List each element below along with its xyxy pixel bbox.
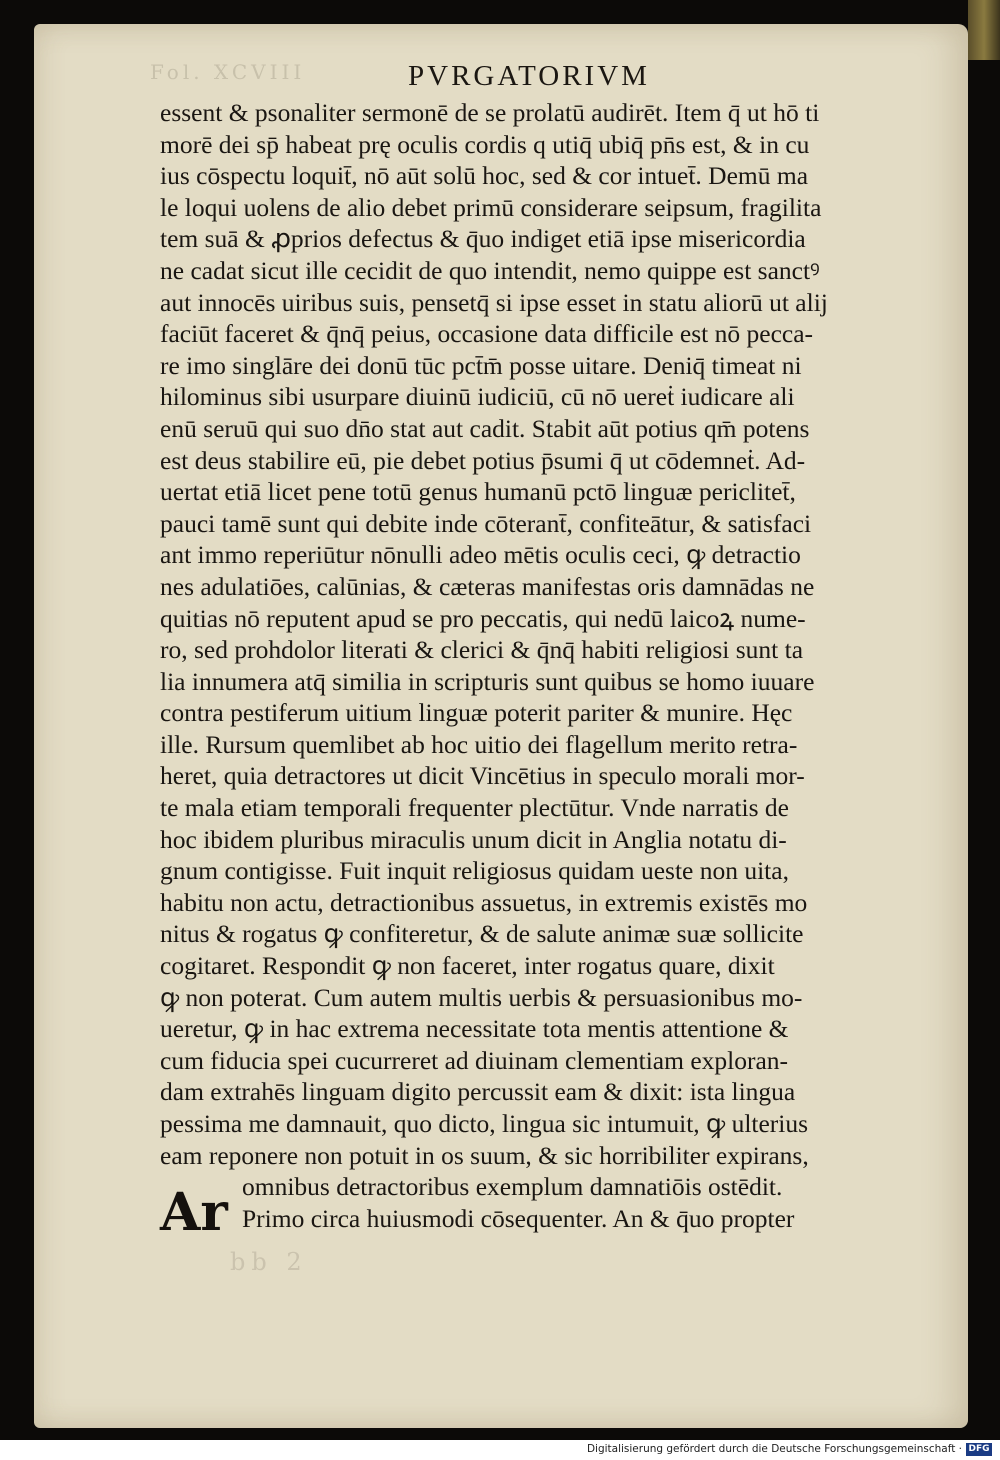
text-line: est deus stabilire eū, pie debet potius p̄sumi q̄ ut cōdemneṫ. Ad- <box>160 445 806 475</box>
text-line: ueretur, ꝙ in hac extrema necessitate tota mentis attentione & <box>160 1014 789 1044</box>
text-block <box>160 97 920 1234</box>
text-line: faciūt faceret & q̄nq̄ peius, occasione data difficile est nō pecca- <box>160 319 814 349</box>
text-line: ius cōspectu loquit̄, nō aūt solū hoc, sed & cor intuet̄. Demū ma <box>160 161 809 191</box>
digitization-footer <box>0 1440 1000 1460</box>
text-line: tem suā & ꝓprios defectus & q̄uo indiget etiā ipse misericordia <box>160 224 806 254</box>
text-line: nes adulatiōes, calūnias, & cæteras manifestas oris damnādas ne <box>160 571 815 601</box>
book-edge <box>968 0 1000 60</box>
text-line: ille. Rursum quemlibet ab hoc uitio dei flagellum merito retra- <box>160 729 798 759</box>
text-line: lia innumera atq̄ similia in scripturis sunt quibus se homo iuuare <box>160 666 815 696</box>
text-line: omnibus detractoribus exemplum damnatiōis ostēdit. <box>242 1172 783 1202</box>
text-line: contra pestiferum uitium linguæ poterit pariter & munire. Hęc <box>160 698 793 728</box>
text-line: aut innocēs uiribus suis, pensetq̄ si ipse esset in statu aliorū ut alij <box>160 287 828 317</box>
text-line: ne cadat sicut ille cecidit de quo intendit, nemo quippe est sanctꝰ <box>160 255 820 285</box>
bleed-through-heading: Fol. XCVIII <box>150 60 306 84</box>
funding-notice: Digitalisierung gefördert durch die Deutsche Forschungsgemeinschaft · <box>586 1443 962 1455</box>
text-line: Primo circa huiusmodi cōsequenter. An & q̄uo propter <box>242 1203 795 1233</box>
text-line: cogitaret. Respondit ꝙ non faceret, inter rogatus quare, dixit <box>160 951 775 981</box>
text-line: te mala etiam temporali frequenter plectūtur. Vnde narratis de <box>160 793 789 823</box>
text-line: dam extrahēs linguam digito percussit eam & dixit: ista lingua <box>160 1077 796 1107</box>
text-line: ant immo reperiūtur nōnulli adeo mētis oculis ceci, ꝙ detractio <box>160 540 801 570</box>
text-line: eam reponere non potuit in os suum, & sic horribiliter expirans, <box>160 1140 809 1170</box>
text-line: heret, quia detractores ut dicit Vincētius in speculo morali mor- <box>160 761 805 791</box>
decorated-initial: Ar <box>160 1182 228 1243</box>
text-line: quitias nō reputent apud se pro peccatis, qui nedū laicoꝝ nume- <box>160 603 806 633</box>
text-line: morē dei sp̄ habeat prę oculis cordis q utiq̄ ubiq̄ pn̄s est, & in cu <box>160 129 810 159</box>
text-line: re imo singlāre dei donū tūc pct̄m̄ posse uitare. Deniq̄ timeat ni <box>160 350 802 380</box>
bleed-through-signature: bb 2 <box>230 1248 308 1276</box>
text-line: ro, sed prohdolor literati & clerici & q̄nq̄ habiti religiosi sunt ta <box>160 635 804 665</box>
text-line: le loqui uolens de alio debet primū considerare seipsum, fragilita <box>160 192 822 222</box>
text-line: enū seruū qui suo dn̄o stat aut cadit. Stabit aūt potius qm̄ potens <box>160 413 810 443</box>
text-line: cum fiducia spei cucurreret ad diuinam clementiam exploran- <box>160 1045 789 1075</box>
text-line: pessima me damnauit, quo dicto, lingua sic intumuit, ꝙ ulterius <box>160 1109 809 1138</box>
text-line: essent & psonaliter sermonē de se prolatū audirēt. Item q̄ ut hō ti <box>160 98 820 127</box>
dfg-logo-icon: DFG <box>966 1443 992 1456</box>
text-line: pauci tamē sunt qui debite inde cōterant̄, confiteātur, & satisfaci <box>160 508 812 538</box>
text-line: gnum contigisse. Fuit inquit religiosus quidam ueste non uita, <box>160 856 789 886</box>
text-line: habitu non actu, detractionibus assuetus, in extremis existēs mo <box>160 887 808 917</box>
text-line: hilominus sibi usurpare diuinū iudiciū, cū nō uereṫ iudicare ali <box>160 382 795 412</box>
text-line: uertat etiā licet pene totū genus humanū pctō linguæ periclitet̄, <box>160 477 796 507</box>
text-line: ꝙ non poterat. Cum autem multis uerbis & persuasionibus mo- <box>160 982 803 1012</box>
text-line: hoc ibidem pluribus miraculis unum dicit in Anglia notatu di- <box>160 824 787 854</box>
text-line: nitus & rogatus ꝙ confiteretur, & de salute animæ suæ sollicite <box>160 919 804 949</box>
running-head: PVRGATORIVM <box>408 60 650 92</box>
